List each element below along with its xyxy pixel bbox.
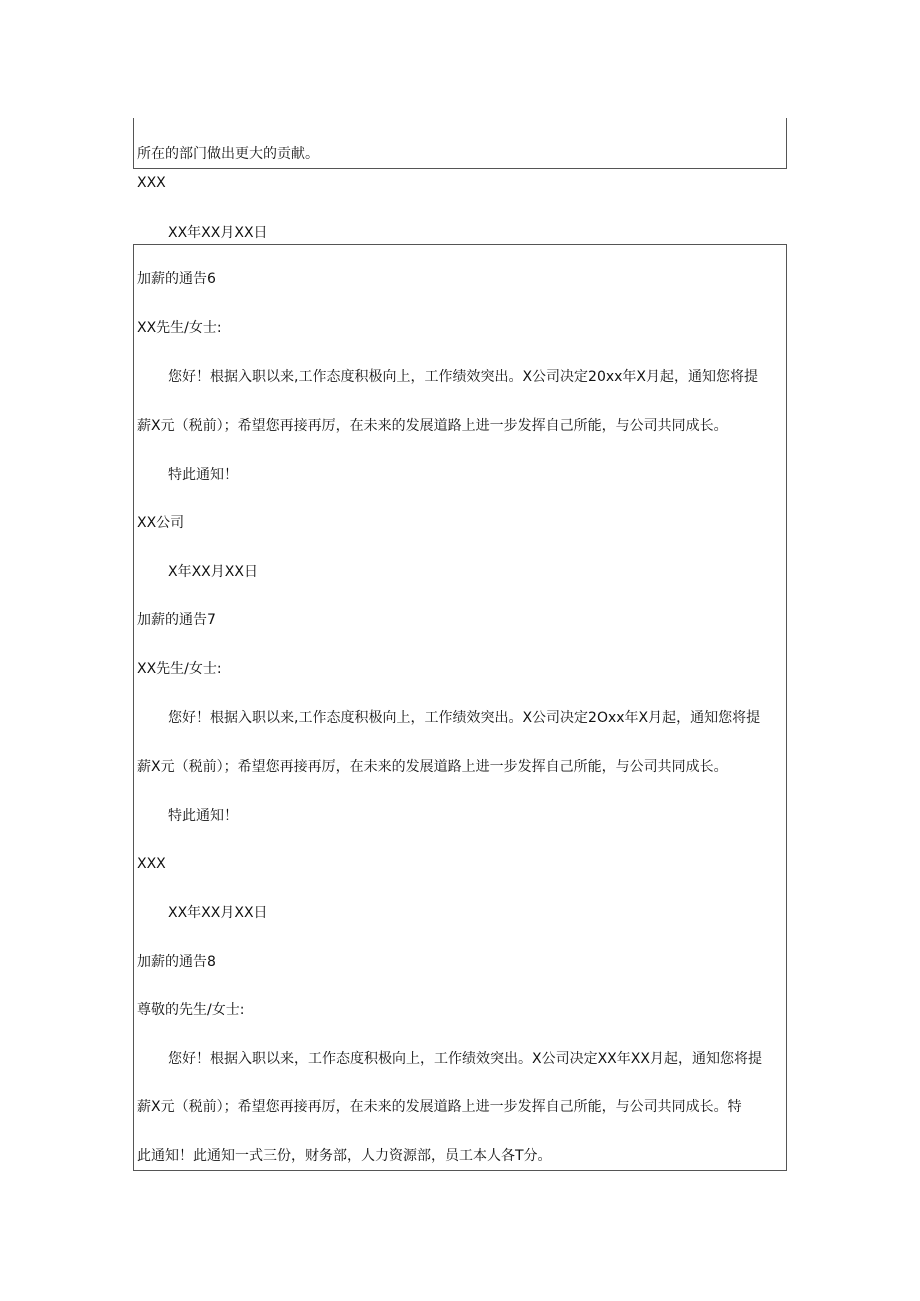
notice-6-salutation: XX先生/女士: xyxy=(137,320,222,336)
notice-8-body-line-2: 薪X元（税前）；希望您再接再厉，在未来的发展道路上进一步发挥自己所能，与公司共同成长。特 xyxy=(137,1099,742,1115)
notice-7-closing: 特此通知！ xyxy=(168,808,238,824)
notice-7-salutation: XX先生/女士: xyxy=(137,661,222,677)
notice-7-body-line-2: 薪X元（税前）；希望您再接再厉，在未来的发展道路上进一步发挥自己所能，与公司共同成长。 xyxy=(137,759,728,775)
previous-notice-closing-text: 所在的部门做出更大的贡献。 xyxy=(137,146,319,162)
notice-7-title: 加薪的通告7 xyxy=(137,612,216,628)
notice-6-closing: 特此通知！ xyxy=(168,467,238,483)
notice-8-body-line-3: 此通知！此通知一式三份，财务部，人力资源部，员工本人各T分。 xyxy=(137,1148,552,1164)
notice-7-date: XX年XX月XX日 xyxy=(168,905,268,921)
notice-7-body-line-1: 您好！根据入职以来,工作态度积极向上，工作绩效突出。X公司决定2Oxx年X月起，通知您将提 xyxy=(168,710,761,726)
notice-8-body-line-1: 您好！根据入职以来，工作态度积极向上，工作绩效突出。X公司决定XX年XX月起，通知您将提 xyxy=(168,1051,762,1067)
notice-6-body-line-1: 您好！根据入职以来,工作态度积极向上，工作绩效突出。X公司决定20xx年X月起，通知您将提 xyxy=(168,369,759,385)
previous-notice-date: XX年XX月XX日 xyxy=(168,225,268,241)
notice-6-body-line-2: 薪X元（税前）；希望您再接再厉，在未来的发展道路上进一步发挥自己所能，与公司共同成长。 xyxy=(137,418,728,434)
notice-8-salutation: 尊敬的先生/女士: xyxy=(137,1002,245,1018)
notice-8-title: 加薪的通告8 xyxy=(137,954,216,970)
previous-notice-signature: XXX xyxy=(137,175,166,191)
notice-6-signature: XX公司 xyxy=(137,515,185,531)
notice-6-title: 加薪的通告6 xyxy=(137,271,216,287)
notice-6-date: X年XX月XX日 xyxy=(168,564,258,580)
notice-7-signature: XXX xyxy=(137,856,166,872)
